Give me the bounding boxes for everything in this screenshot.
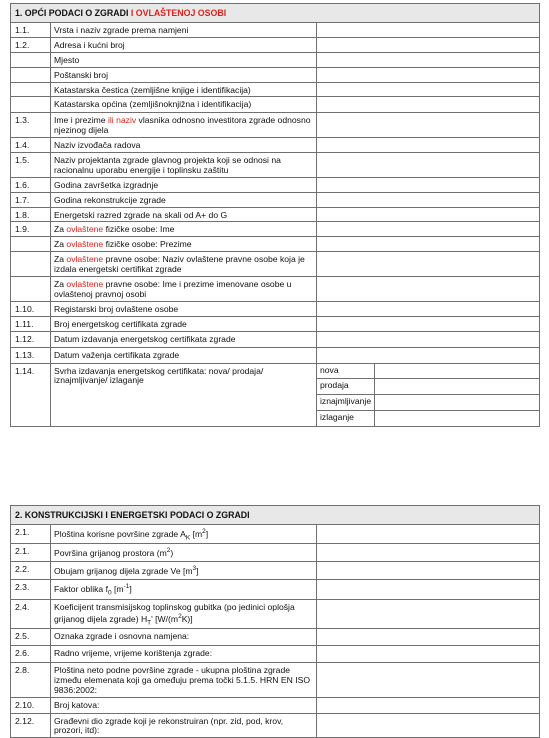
value-cell[interactable]	[317, 237, 540, 252]
superscript-text: 2	[202, 528, 206, 535]
table-row	[11, 37, 540, 52]
row-number: 2.5.	[11, 628, 51, 645]
label-text: Radno vrijeme, vrijeme korištenja zgrade:	[54, 647, 213, 658]
label-text: ]	[205, 528, 209, 539]
section-2-table	[10, 505, 540, 738]
row-number: 2.3.	[11, 580, 51, 600]
label-text: fizičke osobe: Prezime	[103, 239, 192, 250]
label-text: Oznaka zgrade i osnovna namjena:	[54, 630, 190, 641]
label-text: fizičke osobe: Ime	[103, 224, 175, 235]
value-cell[interactable]	[317, 316, 540, 331]
row-number: 2.6.	[11, 645, 51, 662]
row-label	[51, 628, 317, 645]
table-row	[11, 562, 540, 580]
row-number: 1.7.	[11, 192, 51, 207]
purpose-option-prodaja[interactable]: prodaja	[317, 378, 375, 394]
highlighted-text: ovlaštene	[66, 278, 104, 289]
value-cell[interactable]	[317, 138, 540, 153]
table-row	[11, 628, 540, 645]
label-text: Ploština neto podne površine zgrade - ukupna ploština zgrade između elemenata koji ga omeđuju prema točki 5.1.5. HRN EN ISO 9836:2002:	[54, 664, 311, 695]
value-cell[interactable]	[317, 525, 540, 544]
table-row	[11, 662, 540, 697]
table-row	[11, 222, 540, 237]
section-2-header	[11, 506, 540, 525]
value-cell[interactable]	[317, 628, 540, 645]
label-text: Površina grijanog prostora (m	[54, 547, 167, 558]
row-label: Broj energetskog certifikata zgrade	[51, 316, 317, 331]
section-1-title: 1. OPĆI PODACI O ZGRADI I OVLAŠTENOJ OSOBI	[11, 4, 540, 23]
section-2-title: 2. KONSTRUKCIJSKI I ENERGETSKI PODACI O ZGRADI	[11, 506, 540, 525]
row-number	[11, 252, 51, 277]
subscript-text: T	[147, 619, 152, 627]
section-1-table	[10, 3, 540, 427]
purpose-option-value[interactable]	[375, 394, 540, 410]
row-number: 1.13.	[11, 347, 51, 363]
row-label: Godina rekonstrukcije zgrade	[51, 192, 317, 207]
value-cell[interactable]	[317, 347, 540, 363]
label-text: )	[170, 547, 174, 558]
row-number: 2.12.	[11, 713, 51, 738]
superscript-text: 2	[166, 547, 171, 555]
value-cell[interactable]	[317, 177, 540, 192]
row-label	[51, 645, 317, 662]
row-number: 1.8.	[11, 207, 51, 222]
row-number: 1.4.	[11, 138, 51, 153]
row-label: Energetski razred zgrade na skali od A+ do G	[51, 207, 317, 222]
purpose-option-iznajmljivanje[interactable]: iznajmljivanje	[317, 394, 375, 410]
section-1-header	[11, 4, 540, 23]
value-cell[interactable]	[317, 713, 540, 738]
table-row	[11, 237, 540, 252]
row-label: Godina završetka izgradnje	[51, 177, 317, 192]
table-row	[11, 697, 540, 713]
table-row	[11, 525, 540, 544]
table-row	[11, 544, 540, 562]
value-cell[interactable]	[317, 276, 540, 301]
table-row	[11, 331, 540, 347]
value-cell[interactable]	[317, 331, 540, 347]
row-label	[51, 113, 317, 138]
row-label: Datum izdavanja energetskog certifikata zgrade	[51, 331, 317, 347]
row-number: 1.2.	[11, 37, 51, 52]
row-label	[51, 580, 317, 600]
table-row	[11, 177, 540, 192]
row-label: Datum važenja certifikata zgrade	[51, 347, 317, 363]
purpose-option-value[interactable]	[375, 363, 540, 378]
table-row	[11, 138, 540, 153]
highlighted-text: ili naziv	[107, 115, 137, 126]
value-cell[interactable]	[317, 252, 540, 277]
table-row	[11, 600, 540, 629]
label-text: Obujam grijanog dijela zgrade Ve [m	[54, 565, 193, 576]
row-number: 1.6.	[11, 177, 51, 192]
table-row	[11, 276, 540, 301]
table-row	[11, 207, 540, 222]
row-number: 2.2.	[11, 562, 51, 580]
row-label: Registarski broj ovlaštene osobe	[51, 301, 317, 316]
row-number	[11, 82, 51, 97]
row-number: 1.12.	[11, 331, 51, 347]
row-label: Naziv projektanta zgrade glavnog projekta koji se odnosi na racionalnu uporabu energije i toplinsku zaštitu	[51, 153, 317, 178]
label-text: Koeficijent transmisijskog toplinskog gubitka (po jedinici oplošja grijanog dijela zgrade) H	[54, 602, 295, 624]
highlighted-text: ovlaštene	[66, 254, 104, 265]
subscript-text: 0	[107, 589, 112, 597]
table-row	[11, 316, 540, 331]
label-text: pravne osobe: Naziv ovlaštene pravne osobe koja je izdala energetski certifikat zgrade	[54, 254, 305, 274]
row-label	[51, 222, 317, 237]
label-text: Za	[54, 239, 67, 250]
table-row	[11, 67, 540, 82]
label-text: Broj katova:	[54, 699, 100, 710]
row-number	[11, 67, 51, 82]
value-cell[interactable]	[317, 301, 540, 316]
row-label: Katastarska čestica (zemljišne knjige i identifikacija)	[51, 82, 317, 97]
value-cell[interactable]	[317, 645, 540, 662]
value-cell[interactable]	[317, 23, 540, 38]
row-label: Svrha izdavanja energetskog certifikata: nova/ prodaja/ iznajmljivanje/ izlaganje	[51, 363, 317, 426]
label-text: Za	[54, 224, 67, 235]
row-number: 2.8.	[11, 662, 51, 697]
value-cell[interactable]	[317, 67, 540, 82]
value-cell[interactable]	[317, 82, 540, 97]
value-cell[interactable]	[317, 97, 540, 113]
value-cell[interactable]	[317, 222, 540, 237]
value-cell[interactable]	[317, 192, 540, 207]
row-number: 1.1.	[11, 23, 51, 38]
purpose-option-nova[interactable]: nova	[317, 363, 375, 378]
value-cell[interactable]	[317, 662, 540, 697]
superscript-text: -1	[123, 583, 130, 591]
value-cell[interactable]	[317, 37, 540, 52]
row-number: 1.14.	[11, 363, 51, 426]
label-text: ' [W/(m	[151, 613, 179, 624]
row-label	[51, 276, 317, 301]
label-text: vlasnika odnosno investitora zgrade odnosno njezinog dijela	[54, 115, 311, 136]
row-label: Adresa i kućni broj	[51, 37, 317, 52]
row-label	[51, 713, 317, 738]
table-row	[11, 52, 540, 67]
label-text: Ploština korisne površine zgrade A	[54, 528, 186, 539]
row-number: 2.4.	[11, 600, 51, 629]
table-row	[11, 97, 540, 113]
label-text: ]	[196, 565, 199, 576]
row-label	[51, 562, 317, 580]
value-cell[interactable]	[317, 153, 540, 178]
label-text: K)]	[181, 613, 193, 624]
table-row	[11, 363, 540, 378]
row-label	[51, 544, 317, 562]
row-number: 1.3.	[11, 113, 51, 138]
row-label	[51, 525, 317, 544]
row-number	[11, 276, 51, 301]
table-row	[11, 192, 540, 207]
table-row	[11, 153, 540, 178]
row-number: 2.1.	[11, 544, 51, 562]
label-text: [m	[111, 583, 124, 594]
row-number: 1.5.	[11, 153, 51, 178]
value-cell[interactable]	[317, 113, 540, 138]
label-text: Za	[54, 254, 67, 265]
table-row	[11, 113, 540, 138]
row-number: 2.1.	[11, 525, 51, 544]
row-label	[51, 697, 317, 713]
value-cell[interactable]	[317, 562, 540, 580]
row-label: Katastarska općina (zemljišnoknjižna i identifikacija)	[51, 97, 317, 113]
table-row	[11, 645, 540, 662]
highlighted-text: ovlaštene	[66, 239, 104, 250]
row-label: Mjesto	[51, 52, 317, 67]
label-text: Ime i prezime	[54, 115, 108, 126]
value-cell[interactable]	[317, 580, 540, 600]
label-text: Građevni dio zgrade koji je rekonstruiran (npr. zid, pod, krov, prozori, itd):	[54, 715, 284, 736]
value-cell[interactable]	[317, 544, 540, 562]
table-row	[11, 82, 540, 97]
row-number: 1.9.	[11, 222, 51, 237]
table-row	[11, 23, 540, 38]
row-label: Vrsta i naziv zgrade prema namjeni	[51, 23, 317, 38]
row-label	[51, 237, 317, 252]
row-number	[11, 52, 51, 67]
table-row	[11, 713, 540, 738]
value-cell[interactable]	[317, 207, 540, 222]
table-row	[11, 252, 540, 277]
row-label	[51, 662, 317, 697]
superscript-text: 3	[192, 565, 197, 573]
table-row	[11, 347, 540, 363]
label-text: ]	[129, 583, 132, 594]
value-cell[interactable]	[317, 600, 540, 629]
row-number	[11, 237, 51, 252]
purpose-option-value[interactable]	[375, 410, 540, 426]
purpose-option-izlaganje[interactable]: izlaganje	[317, 410, 375, 426]
label-text: pravne osobe: Ime i prezime imenovane osobe u ovlaštenoj pravnoj osobi	[54, 278, 292, 299]
superscript-text: 2	[178, 612, 182, 620]
highlighted-text: ovlaštene	[66, 224, 104, 235]
subscript-text: K	[185, 534, 191, 542]
row-label	[51, 600, 317, 629]
row-number	[11, 97, 51, 113]
row-label: Naziv izvođača radova	[51, 138, 317, 153]
row-label: Poštanski broj	[51, 67, 317, 82]
table-row	[11, 580, 540, 600]
row-label	[51, 252, 317, 277]
label-text: Za	[54, 278, 67, 289]
row-number: 1.10.	[11, 301, 51, 316]
label-text: Faktor oblika f	[54, 583, 108, 594]
row-number: 2.10.	[11, 697, 51, 713]
value-cell[interactable]	[317, 52, 540, 67]
purpose-option-value[interactable]	[375, 378, 540, 394]
label-text: [m	[190, 528, 203, 539]
value-cell[interactable]	[317, 697, 540, 713]
table-row	[11, 301, 540, 316]
row-number: 1.11.	[11, 316, 51, 331]
